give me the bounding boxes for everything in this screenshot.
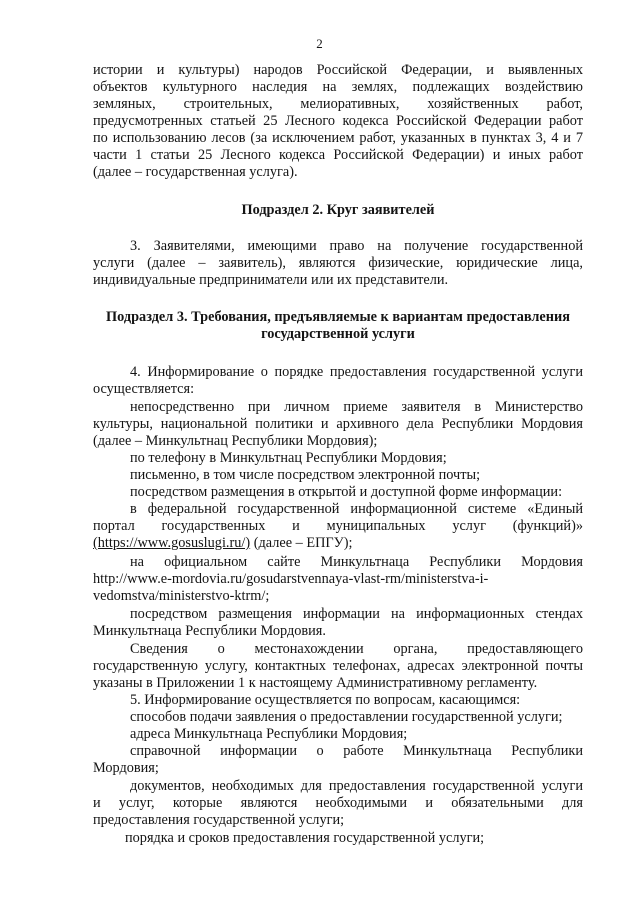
text-line: Мордовия; <box>93 760 159 776</box>
text-line: (далее – Минкультнац Республики Мордовия); <box>93 433 378 449</box>
text-line: по телефону в Минкультнац Республики Мордовия; <box>130 450 447 466</box>
text-line: индивидуальные предприниматели или их представители. <box>93 272 449 288</box>
page-number: 2 <box>316 36 323 51</box>
text-line: посредством размещения информации на информационных стендах <box>130 606 583 622</box>
text-line: Минкультнаца Республики Мордовия. <box>93 623 326 639</box>
text-line: письменно, в том числе посредством электронной почты; <box>130 467 481 483</box>
text-line: услуги (далее – заявитель), являются физические, юридические лица, <box>93 255 583 271</box>
section-heading-3: Подраздел 3. Требования, предъявляемые к вариантам предоставления <box>106 309 570 325</box>
text-line: (далее – государственная услуга). <box>93 164 298 180</box>
text-line: в федеральной государственной информационной системе «Единый <box>130 501 583 517</box>
text-line: истории и культуры) народов Российской Федерации, и выявленных <box>93 62 583 78</box>
text-line: объектов культурного наследия на землях, подлежащих воздействию <box>93 79 583 95</box>
section-heading-2: Подраздел 2. Круг заявителей <box>241 202 435 218</box>
site-url-line: vedomstva/ministerstvo-ktrm/; <box>93 588 270 604</box>
text-line: указаны в Приложении 1 к настоящему Административному регламенту. <box>93 675 538 691</box>
text-line: 4. Информирование о порядке предоставления государственной услуги <box>130 364 583 380</box>
text-line: непосредственно при личном приеме заявителя в Министерство <box>130 399 583 415</box>
text-line: порядка и сроков предоставления государственной услуги; <box>125 830 485 846</box>
text-line: государственную услугу, контактных телефонах, адресах электронной почты <box>93 658 583 674</box>
text-fragment: (далее – ЕПГУ); <box>250 535 353 551</box>
section-heading-3-line-2: государственной услуги <box>261 326 415 342</box>
text-line: предусмотренных статьей 25 Лесного кодекса Российской Федерации работ <box>93 113 583 129</box>
text-line: на официальном сайте Минкультнаца Республики Мордовия <box>130 554 583 570</box>
text-line: 5. Информирование осуществляется по вопросам, касающимся: <box>130 692 521 708</box>
text-line: адреса Минкультнаца Республики Мордовия; <box>130 726 408 742</box>
text-line: способов подачи заявления о предоставлении государственной услуги; <box>130 709 563 725</box>
text-line: по использованию лесов (за исключением работ, указанных в пунктах 3, 4 и 7 <box>93 130 583 146</box>
text-line: предоставления государственной услуги; <box>93 812 345 828</box>
text-line: посредством размещения в открытой и доступной форме информации: <box>130 484 563 500</box>
text-line: осуществляется: <box>93 381 195 397</box>
text-line: части 1 статьи 25 Лесного кодекса Российской Федерации) и иных работ <box>93 147 583 163</box>
text-line: справочной информации о работе Минкультнаца Республики <box>130 743 583 759</box>
text-line: Сведения о местонахождении органа, предоставляющего <box>130 641 583 657</box>
text-line: земляных, строительных, мелиоративных, хозяйственных работ, <box>93 96 583 112</box>
text-line: 3. Заявителями, имеющими право на получение государственной <box>130 238 583 254</box>
gosuslugi-link[interactable]: (https://www.gosuslugi.ru/) <box>93 535 251 551</box>
site-url-line: http://www.e-mordovia.ru/gosudarstvennaya-vlast-rm/ministerstva-i- <box>93 571 489 587</box>
text-line: и услуг, которые являются необходимыми и обязательными для <box>93 795 583 811</box>
text-line: документов, необходимых для предоставления государственной услуги <box>130 778 583 794</box>
text-line: культуры, национальной политики и архивного дела Республики Мордовия <box>93 416 583 432</box>
text-line <box>93 535 583 552</box>
text-line: портал государственных и муниципальных услуг (функций)» <box>93 518 583 534</box>
